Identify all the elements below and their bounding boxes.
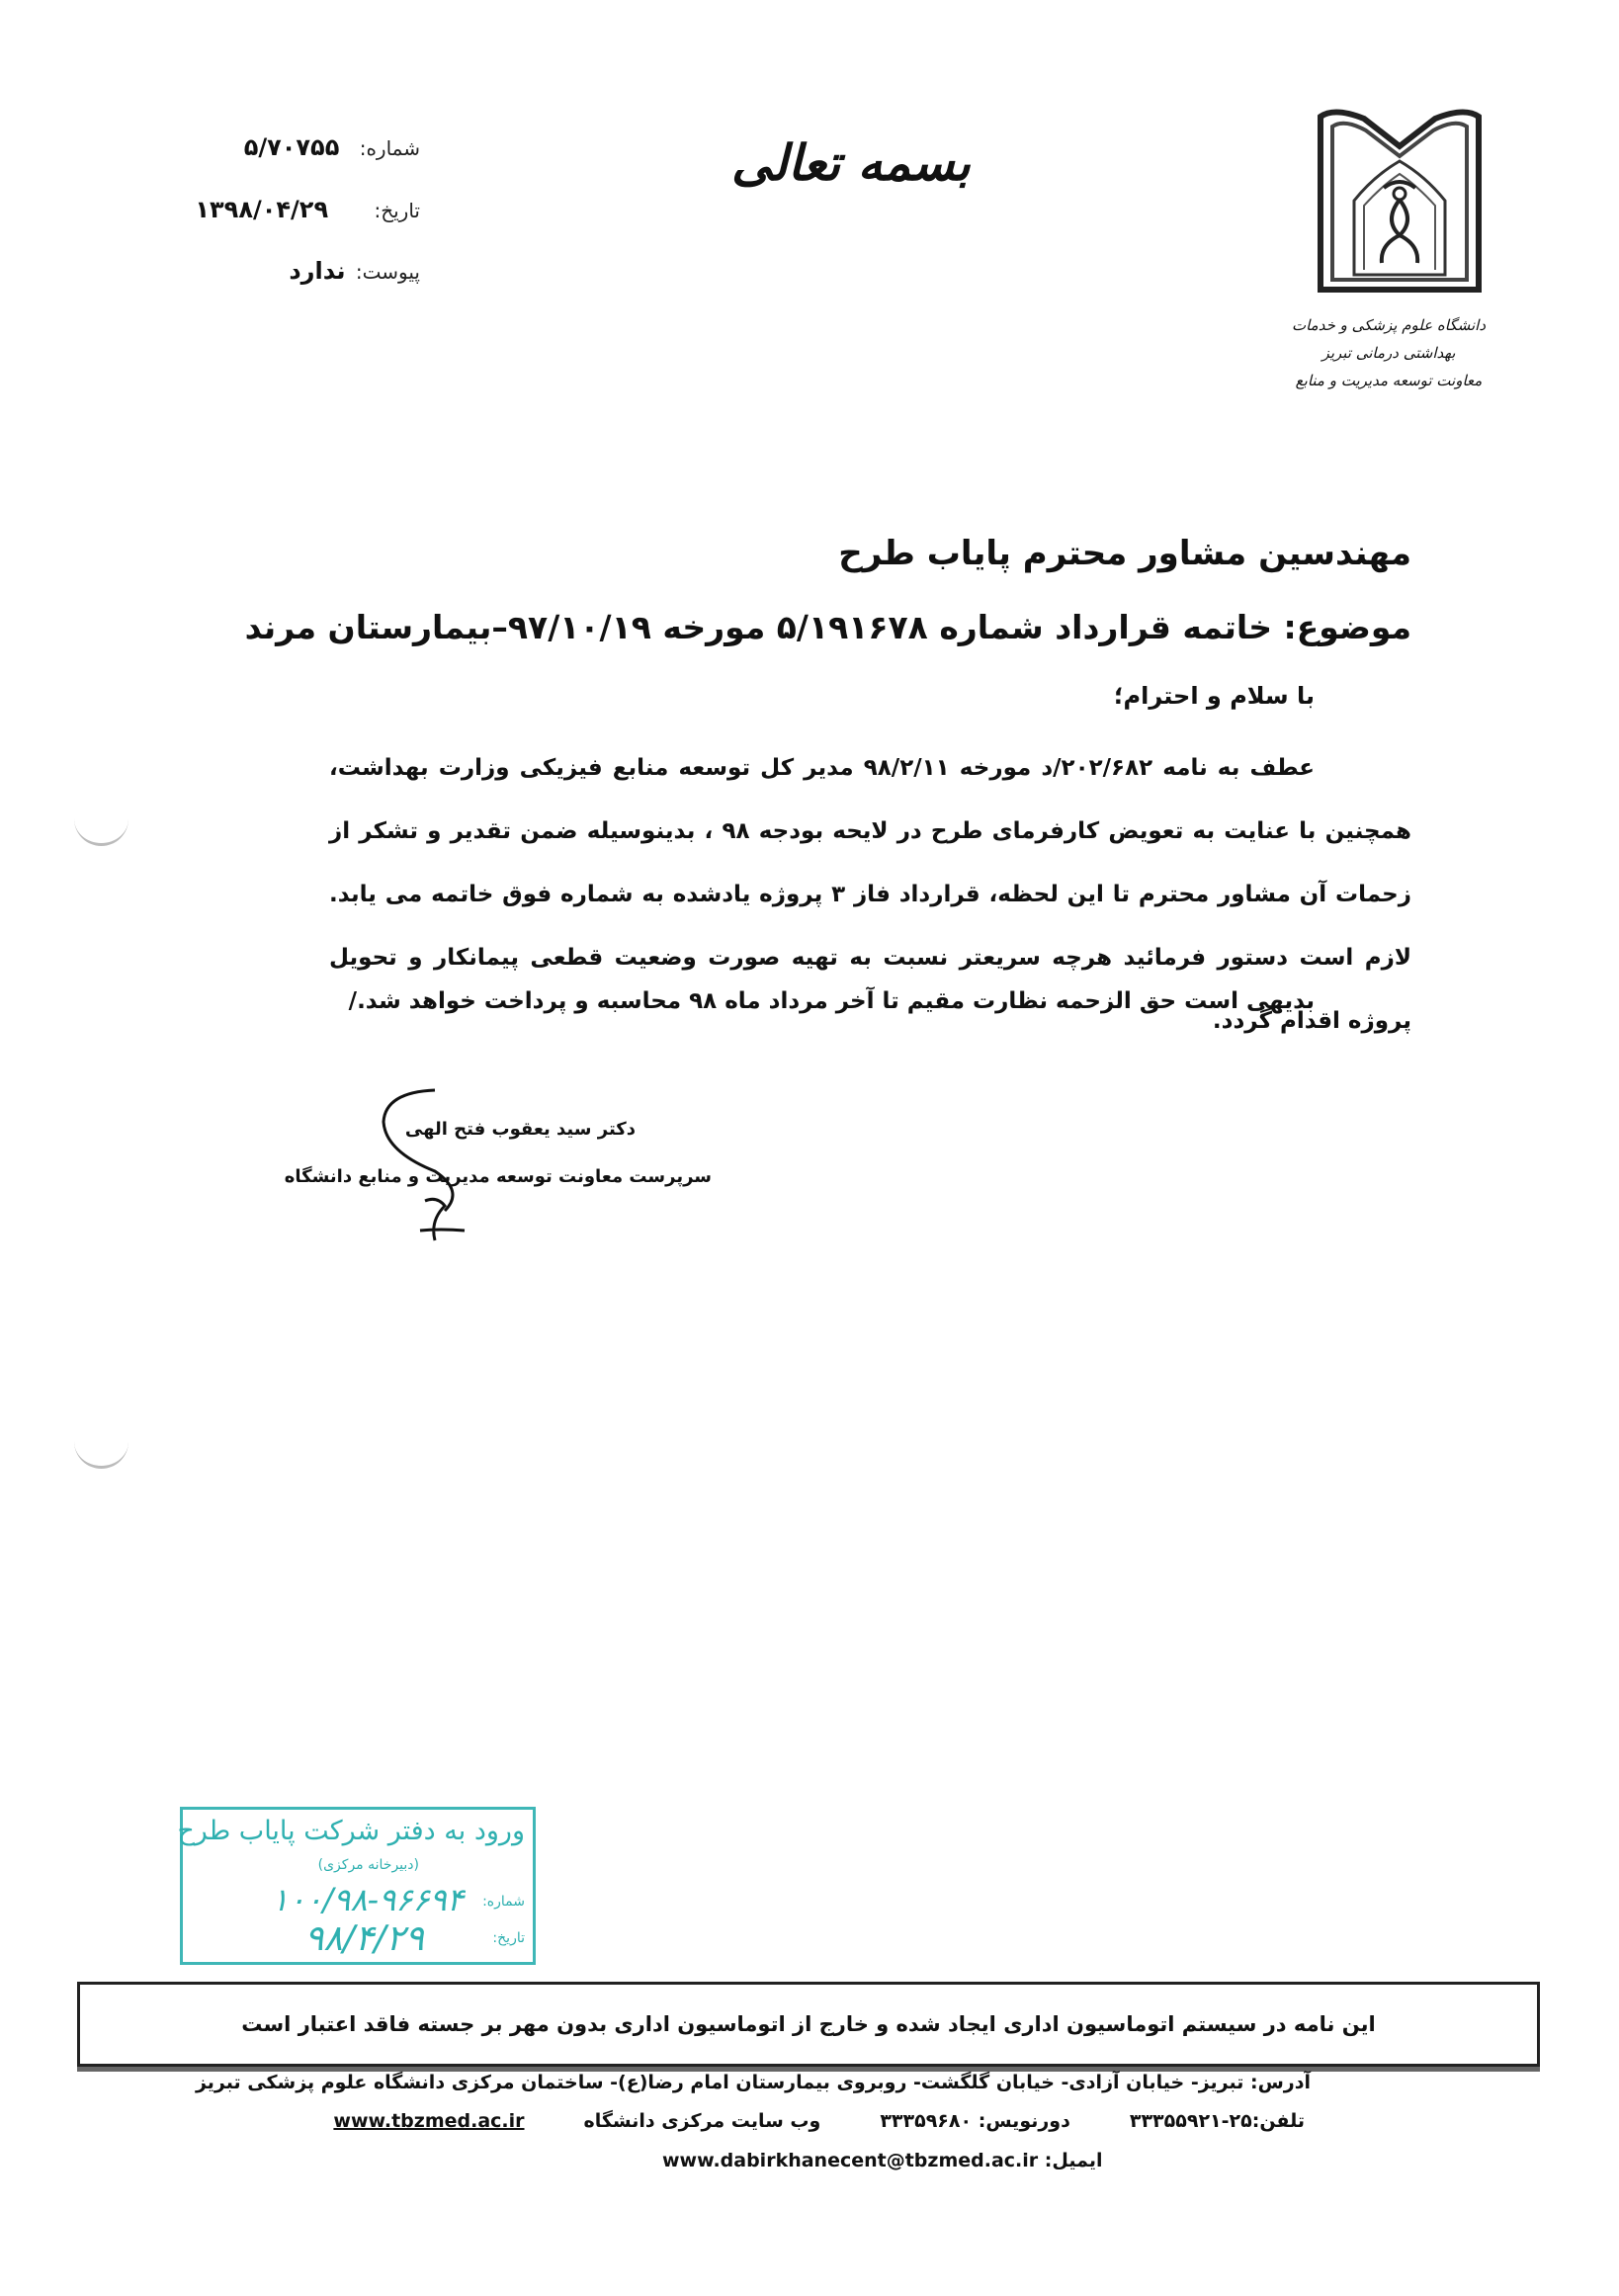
stamp-date-label: تاریخ: [492,1930,525,1946]
basmala: بسمه تعالی [731,133,971,192]
stamp-subtitle: (دبیرخانه مرکزی) [317,1857,419,1873]
date-value: ۱۳۹۸/۰۴/۲۹ [195,196,329,223]
received-stamp [177,1807,536,1965]
stamp-title: ورود به دفتر شرکت پایاب طرح [177,1816,525,1846]
closing-line: بدیهی است حق الزحمه نظارت مقیم تا آخر مرداد ماه ۹۸ محاسبه و پرداخت خواهد شد./ [348,988,1315,1014]
logo-caption-line2: معاونت توسعه مدیریت و منابع [1295,372,1483,389]
number-value: ۵/۷۰۷۵۵ [243,133,340,161]
letter-date [195,196,420,223]
subject: موضوع: خاتمه قرارداد شماره ۵/۱۹۱۶۷۸ مورخه ۹۷/۱۰/۱۹–بیمارستان مرند [244,608,1411,646]
footer-website-label: وب سایت مرکزی دانشگاه [583,2110,821,2132]
footer-email [662,2150,1102,2171]
punch-hole-mark [74,1438,128,1469]
letter-attachment [289,257,420,285]
date-label: تاریخ: [374,199,420,222]
letter-number [244,133,420,161]
logo-caption [1275,311,1502,394]
validity-notice [77,1982,1540,2067]
punch-hole-mark [74,815,128,846]
greeting: با سلام و احترام؛ [1113,682,1315,710]
stamp-number-label: شماره: [482,1894,525,1910]
footer-address: آدرس: تبریز- خیابان آزادی- خیابان گلگشت- روبروی بیمارستان امام رضا(ع)- ساختمان مرکزی دانشگاه علوم پزشکی تبریز [195,2072,1311,2093]
signatory-name: دکتر سید یعقوب فتح الهی [404,1119,636,1140]
university-logo [1315,107,1485,299]
footer-email-label: ایمیل: [1044,2150,1103,2171]
attachment-label: پیوست: [355,260,420,284]
signatory-title: سرپرست معاونت توسعه مدیریت و منابع دانشگاه [284,1166,712,1187]
footer-website-link[interactable]: www.tbzmed.ac.ir [333,2110,525,2132]
logo-caption-line1: دانشگاه علوم پزشکی و خدمات بهداشتی درمانی تبریز [1291,316,1487,362]
recipient: مهندسین مشاور محترم پایاب طرح [838,534,1411,573]
footer-phone: تلفن:۲۵-۳۳۳۵۵۹۲۱ [1129,2110,1305,2132]
footer-email-value[interactable]: www.dabirkhanecent@tbzmed.ac.ir [662,2150,1039,2171]
letter-body: عطف به نامه ۲۰۲/۶۸۲/د مورخه ۹۸/۲/۱۱ مدیر کل توسعه منابع فیزیکی وزارت بهداشت، همچنین با عنایت به تعویض کارفرمای طرح در لایحه بودجه ۹۸ ، بدینوسیله ضمن تقدیر و تشکر از زحمات آن مشاور محترم تا این لحظه، قرارداد فاز ۳ پروژه یادشده به شماره فوق خاتمه می یابد. لازم است دستور فرمائید هرچه سریعتر نسبت به تهیه صورت وضعیت قطعی پیمانکار و تحویل پروژه اقدام گردد. [329,755,1412,1034]
stamp-date-value: ۹۸/۴/۲۹ [304,1918,424,1959]
stamp-number-value: ۱۰۰/۹۸-۹۶۶۹۴ [271,1881,464,1918]
number-label: شماره: [359,136,420,160]
validity-notice-text: این نامه در سیستم اتوماسیون اداری ایجاد شده و خارج از اتوماسیون اداری بدون مهر بر جسته فاقد اعتبار است [241,2012,1376,2036]
footer-fax: دورنویس: ۳۳۳۵۹۶۸۰ [880,2110,1070,2132]
footer-contact [333,2110,1305,2132]
attachment-value: ندارد [289,257,346,285]
